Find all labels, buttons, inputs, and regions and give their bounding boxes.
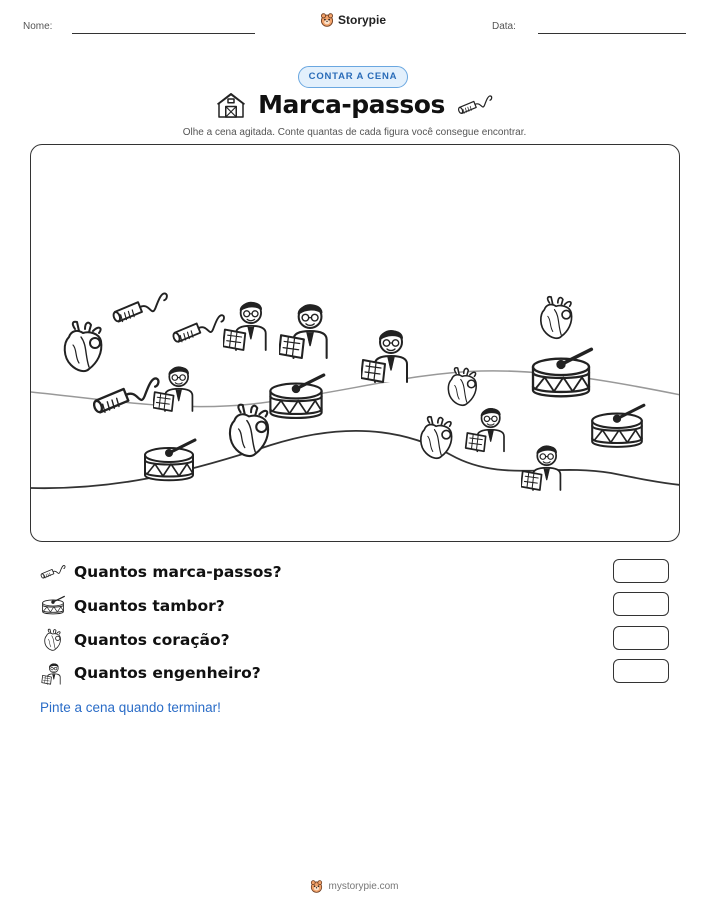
brand-logo <box>320 13 386 27</box>
question-text: Quantos marca-passos? <box>74 563 282 581</box>
counting-scene[interactable] <box>30 144 680 542</box>
question-text: Quantos engenheiro? <box>74 664 261 682</box>
pacemaker-figure <box>93 378 159 413</box>
storypie-mascot-icon <box>310 880 323 893</box>
pacemaker-figure <box>112 293 167 322</box>
instructions: Olhe a cena agitada. Conte quantas de cada figura você consegue encontrar. <box>182 127 527 138</box>
activity-badge: CONTAR A CENA <box>298 66 408 88</box>
question-text: Quantos coração? <box>74 631 230 649</box>
engineer-figure <box>361 331 407 382</box>
coloring-instruction: Pinte a cena quando terminar! <box>40 700 221 715</box>
page-title: Marca-passos <box>258 90 445 119</box>
heart-figure <box>65 322 102 371</box>
pacemaker-icon <box>40 562 66 582</box>
date-field[interactable] <box>538 33 686 34</box>
foreground-hill-line <box>31 431 680 488</box>
name-label: Nome: <box>23 21 53 32</box>
engineer-figure <box>279 305 327 358</box>
drum-figure <box>533 349 591 396</box>
question-hearts <box>40 628 230 652</box>
drum-figure <box>145 440 195 480</box>
answer-box-engineers[interactable] <box>613 659 669 683</box>
heart-icon <box>40 628 66 652</box>
engineer-icon <box>40 661 66 685</box>
scene-illustration <box>31 145 680 542</box>
barn-icon <box>216 91 246 119</box>
engineer-figure <box>153 367 192 411</box>
drum-icon <box>40 595 66 617</box>
engineer-figure <box>466 409 504 452</box>
heart-figure <box>421 417 452 458</box>
pacemaker-figure <box>172 315 224 342</box>
answer-box-hearts[interactable] <box>613 626 669 650</box>
question-engineers <box>40 661 261 685</box>
engineer-figure <box>223 303 266 350</box>
question-pacemakers <box>40 562 282 582</box>
question-drums <box>40 595 225 617</box>
pacemaker-icon <box>457 92 493 118</box>
answer-box-pacemakers[interactable] <box>613 559 669 583</box>
name-field[interactable] <box>72 33 255 34</box>
heart-figure <box>230 405 268 456</box>
footer-url: mystorypie.com <box>328 881 399 892</box>
engineer-figure <box>521 446 560 490</box>
storypie-mascot-icon <box>320 13 334 27</box>
footer <box>0 880 709 893</box>
drum-figure <box>592 405 644 447</box>
brand-name: Storypie <box>338 13 387 27</box>
drum-figure <box>270 375 323 418</box>
question-text: Quantos tambor? <box>74 597 225 615</box>
answer-box-drums[interactable] <box>613 592 669 616</box>
title-row <box>0 90 709 119</box>
date-label: Data: <box>492 21 516 32</box>
heart-figure <box>541 297 572 338</box>
